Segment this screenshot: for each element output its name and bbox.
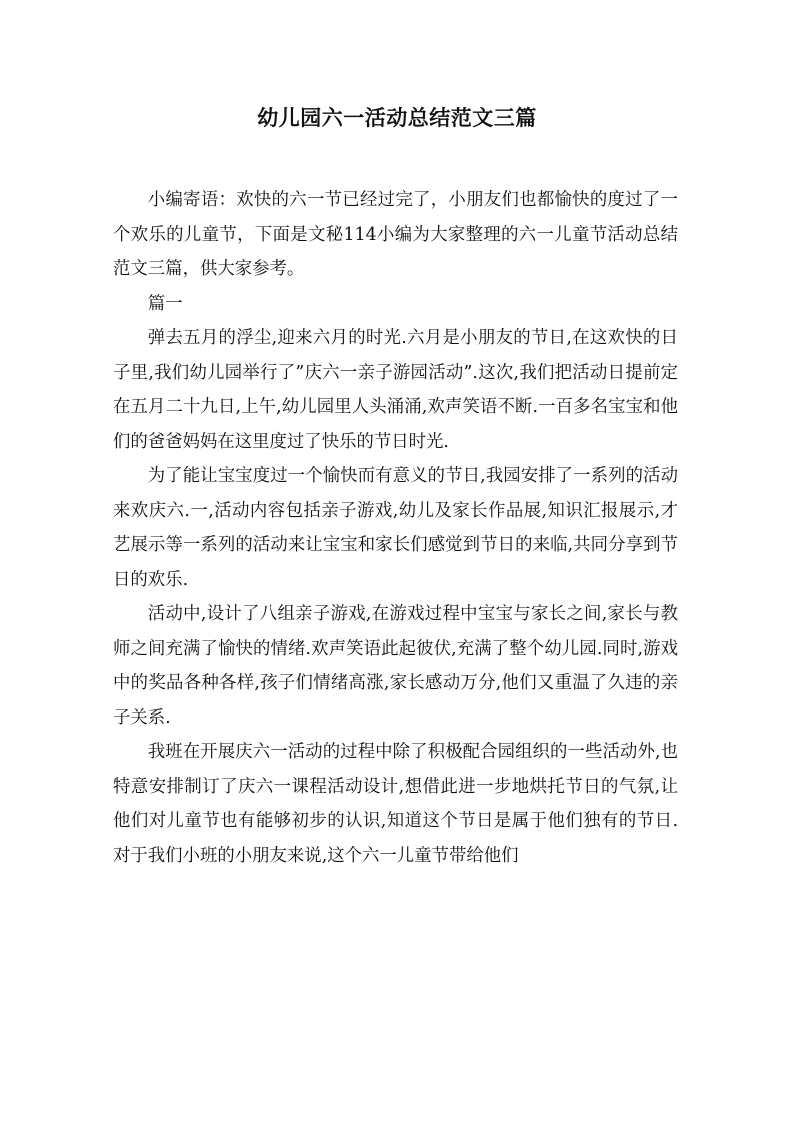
body-paragraph: 我班在开展庆六一活动的过程中除了积极配合园组织的一些活动外,也特意安排制订了庆六一课程活动设计,想借此进一步地烘托节日的气氛,让他们对儿童节也有能够初步的认识,知道这个节日是属于他们独有的节日.对于我们小班的小朋友来说,这个六一儿童节带给他们 [113,742,678,866]
document-body [113,183,678,873]
body-paragraph: 弹去五月的浮尘,迎来六月的时光.六月是小朋友的节日,在这欢快的日子里,我们幼儿园举行了”庆六一亲子游园活动”.这次,我们把活动日提前定在五月二十九日,上午,幼儿园里人头涌涌,欢声笑语不断.一百多名宝宝和他们的爸爸妈妈在这里度过了快乐的节日时光. [113,328,678,452]
body-paragraph: 为了能让宝宝度过一个愉快而有意义的节日,我园安排了一系列的活动来欢庆六.一,活动内容包括亲子游戏,幼儿及家长作品展,知识汇报展示,才艺展示等一系列的活动来让宝宝和家长们感觉到节日的来临,共同分享到节日的欢乐. [113,466,678,590]
intro-paragraph: 小编寄语：欢快的六一节已经过完了，小朋友们也都愉快的度过了一个欢乐的儿童节，下面是文秘114小编为大家整理的六一儿童节活动总结范文三篇，供大家参考。 [113,190,678,279]
section-heading: 篇一 [147,293,183,314]
document-title: 幼儿园六一活动总结范文三篇 [257,105,537,130]
body-paragraph: 活动中,设计了八组亲子游戏,在游戏过程中宝宝与家长之间,家长与教师之间充满了愉快的情绪.欢声笑语此起彼伏,充满了整个幼儿园.同时,游戏中的奖品各种各样,孩子们情绪高涨,家长感动万分,他们又重温了久违的亲子关系. [113,604,678,728]
